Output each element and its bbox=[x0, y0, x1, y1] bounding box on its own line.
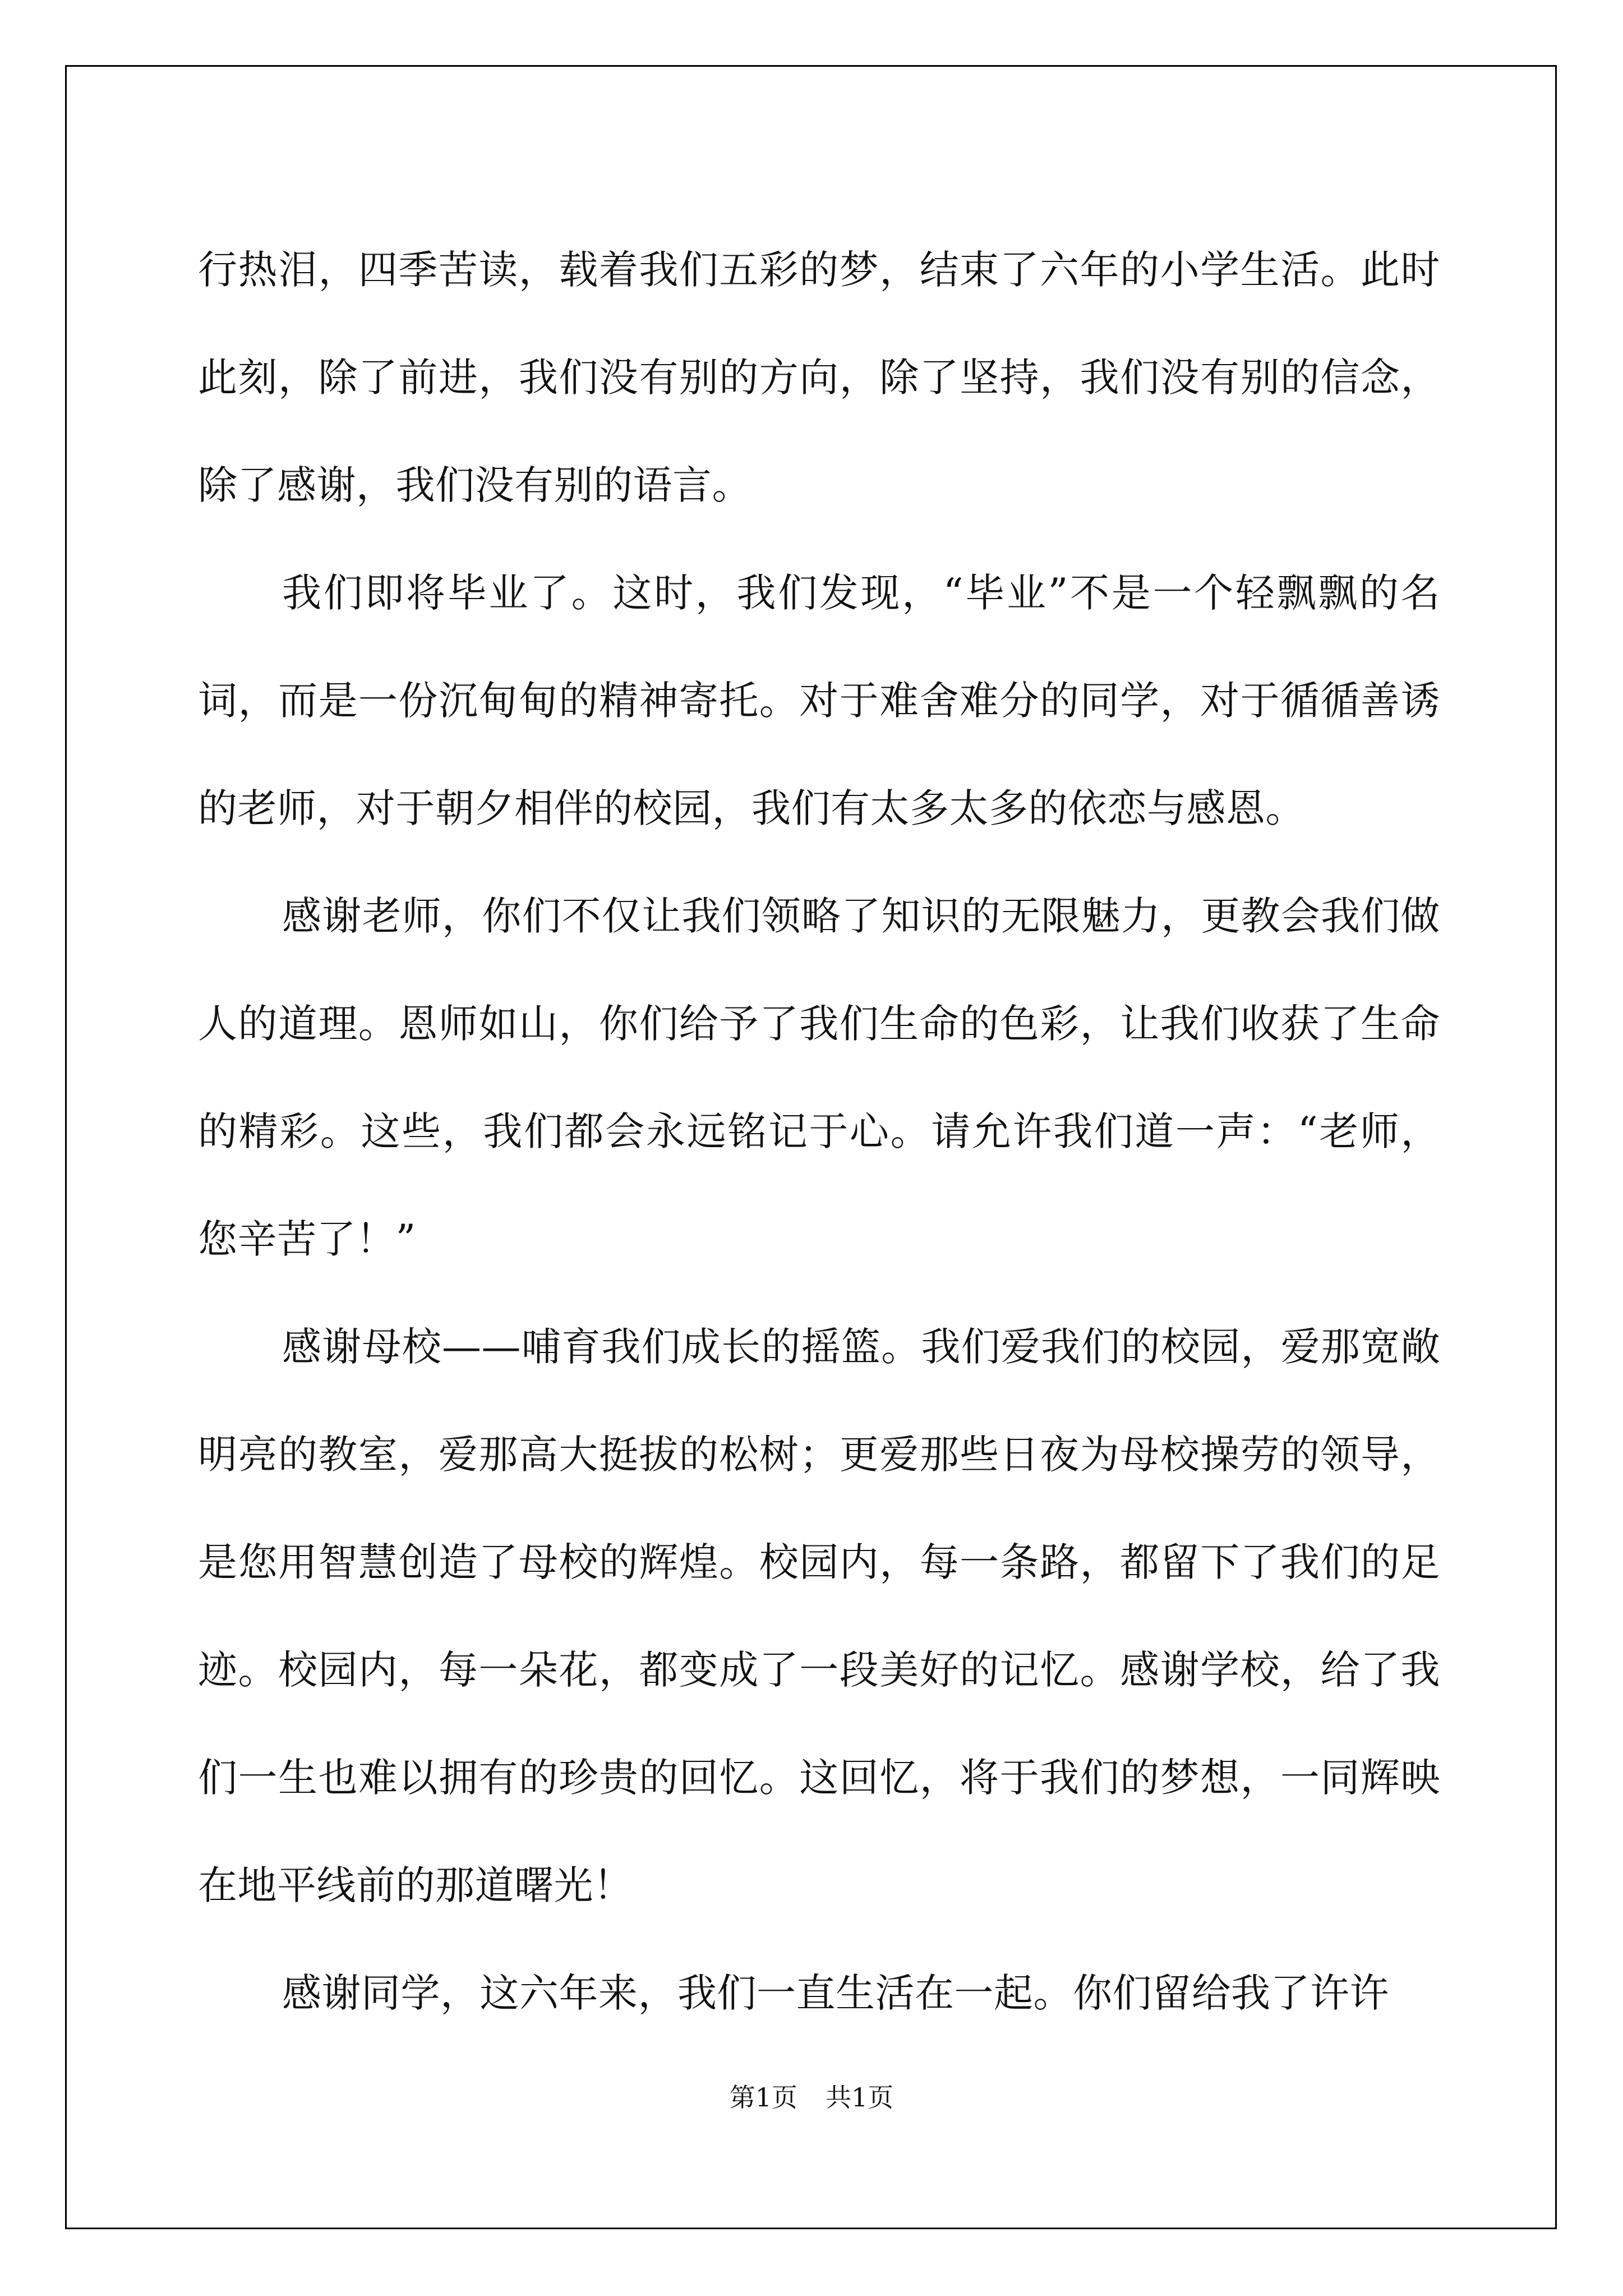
page-footer bbox=[0, 2077, 1623, 2114]
paragraph-5: 感谢同学，这六年来，我们一直生活在一起。你们留给我了许许 bbox=[282, 1970, 1389, 2016]
paragraph-1: 行热泪，四季苦读，载着我们五彩的梦，结束了六年的小学生活。此时此刻，除了前进，我们没有别的方向，除了坚持，我们没有别的信念，除了感谢，我们没有别的语言。 bbox=[198, 247, 1440, 508]
page-number: 第1页 bbox=[729, 2082, 797, 2113]
page-total: 共1页 bbox=[826, 2082, 894, 2113]
paragraph-2: 我们即将毕业了。这时，我们发现，“毕业”不是一个轻飘飘的名词，而是一份沉甸甸的精神寄托。对于难舍难分的同学，对于循循善诱的老师，对于朝夕相伴的校园，我们有太多太多的依恋与感恩。 bbox=[198, 570, 1440, 831]
document-body bbox=[198, 216, 1440, 2047]
paragraph-3: 感谢老师，你们不仅让我们领略了知识的无限魅力，更教会我们做人的道理。恩师如山，你们给予了我们生命的色彩，让我们收获了生命的精彩。这些，我们都会永远铭记于心。请允许我们道一声：“老师，您辛苦了！” bbox=[198, 893, 1440, 1262]
paragraph-4: 感谢母校——哺育我们成长的摇篮。我们爱我们的校园，爱那宽敞明亮的教室，爱那高大挺拔的松树；更爱那些日夜为母校操劳的领导，是您用智慧创造了母校的辉煌。校园内，每一条路，都留下了我们的足迹。校园内，每一朵花，都变成了一段美好的记忆。感谢学校，给了我们一生也难以拥有的珍贵的回忆。这回忆，将于我们的梦想，一同辉映在地平线前的那道曙光！ bbox=[198, 1324, 1440, 1908]
